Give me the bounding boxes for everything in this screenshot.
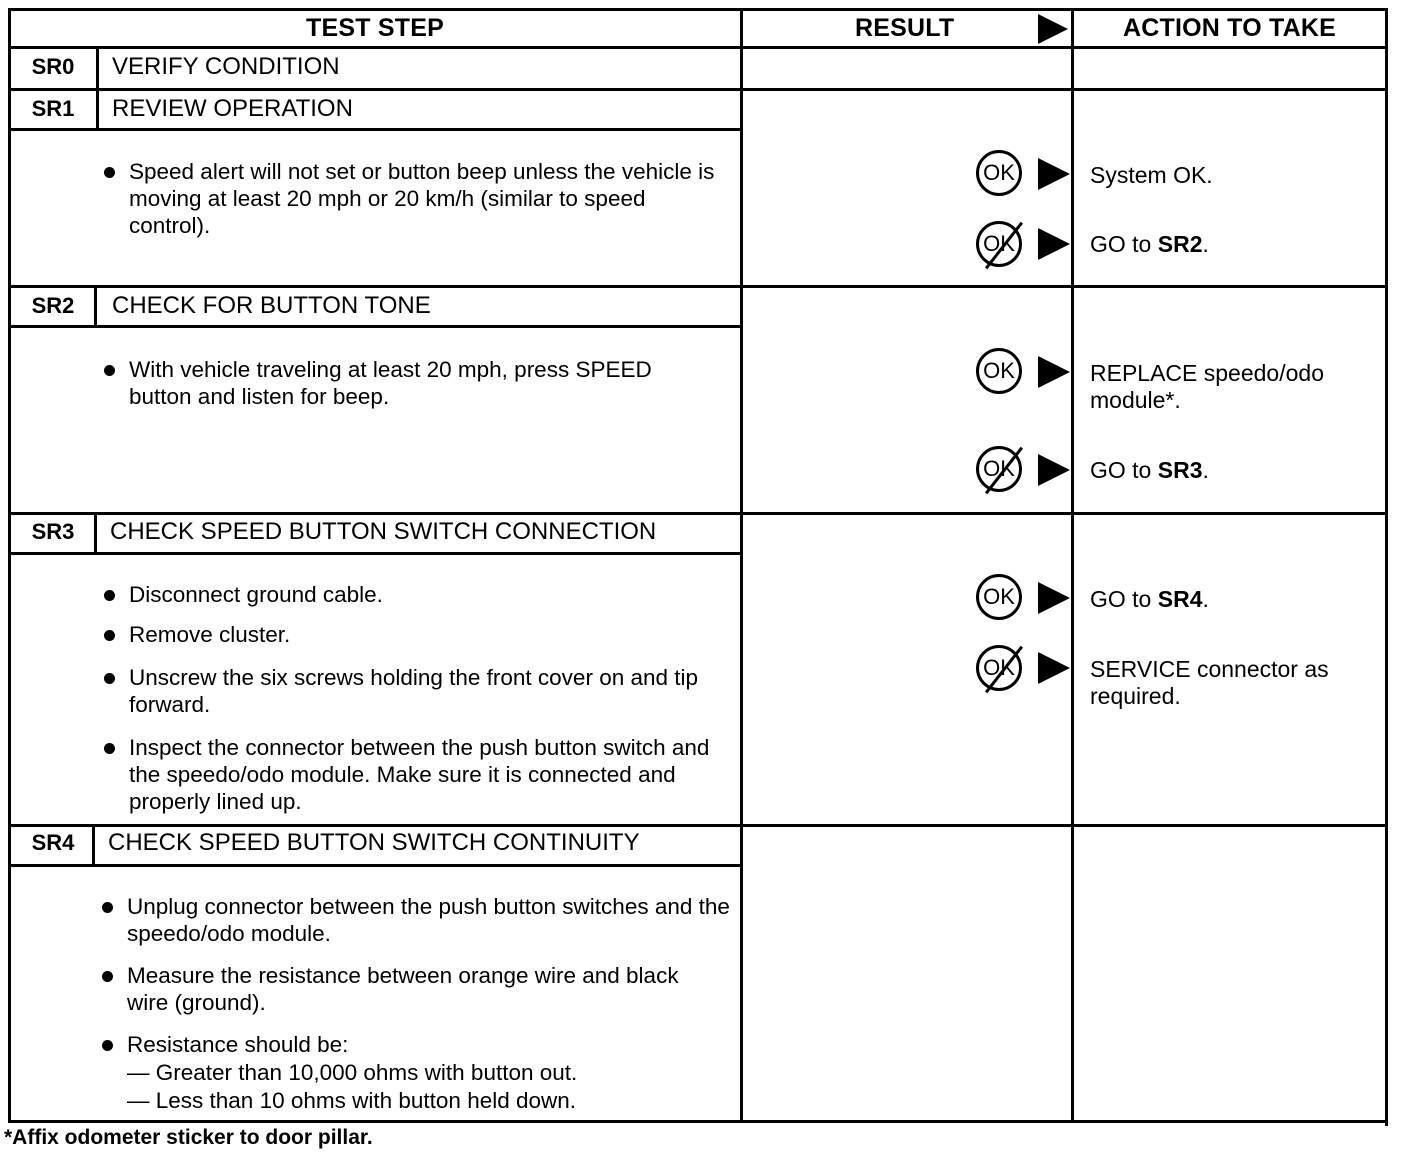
- arrow-right-icon: [1038, 652, 1070, 684]
- bullet-dot-icon: [102, 902, 113, 913]
- bullet-dot-icon: [104, 630, 115, 641]
- step-title-sr1: REVIEW OPERATION: [112, 95, 353, 122]
- arrow-right-icon: [1038, 454, 1070, 486]
- code-divider-sr3: [94, 512, 97, 554]
- title-underline-sr3: [8, 552, 743, 555]
- bullet-text: Disconnect ground cable.: [129, 582, 383, 607]
- step-code-sr3: SR3: [31, 519, 75, 544]
- bullet-text: Inspect the connector between the push button switch and the speedo/odo module. Make sure it is connected and properly lined up.: [129, 735, 710, 814]
- action-sr1-ok: System OK.: [1090, 162, 1213, 188]
- frame-bottom: [8, 1120, 1388, 1123]
- ok-icon: OK: [976, 574, 1022, 620]
- header-result: RESULT: [855, 13, 955, 42]
- code-divider-sr0: [96, 46, 99, 90]
- ok-icon: OK: [976, 150, 1022, 196]
- title-underline-sr4: [8, 864, 743, 867]
- bullet-dot-icon: [104, 167, 115, 178]
- bullet-text: Resistance should be:: [127, 1032, 349, 1057]
- bullet-dot-icon: [102, 971, 113, 982]
- code-divider-sr4: [92, 824, 95, 866]
- col-divider-action: [1071, 8, 1074, 1122]
- bullet-dot-icon: [104, 743, 115, 754]
- header-arrow-icon: [1038, 14, 1068, 44]
- step-title-sr3: CHECK SPEED BUTTON SWITCH CONNECTION: [110, 518, 657, 545]
- header-test-step: TEST STEP: [306, 13, 444, 42]
- bullet-text: Unscrew the six screws holding the front cover on and tip forward.: [129, 665, 699, 717]
- arrow-right-icon: [1038, 582, 1070, 614]
- ok-icon: OK: [976, 348, 1022, 394]
- arrow-right-icon: [1038, 158, 1070, 190]
- bullet-dot-icon: [104, 590, 115, 601]
- step-code-sr1: SR1: [31, 96, 75, 121]
- frame-left: [8, 8, 11, 1122]
- col-divider-result: [740, 8, 743, 1122]
- arrow-right-icon: [1038, 356, 1070, 388]
- bullet-dot-icon: [104, 365, 115, 376]
- step-title-sr4: CHECK SPEED BUTTON SWITCH CONTINUITY: [108, 829, 640, 856]
- bullet-text: Measure the resistance between orange wire and black wire (ground).: [127, 963, 679, 1015]
- action-sr3-ok: GO to SR4.: [1090, 586, 1209, 612]
- header-action: ACTION TO TAKE: [1123, 13, 1336, 42]
- title-underline-sr1: [8, 128, 743, 131]
- action-sr3-notok: SERVICE connector as required.: [1090, 656, 1329, 709]
- bullet-text: Speed alert will not set or button beep unless the vehicle is moving at least 20 mph or 20 km/h (similar to speed control).: [129, 159, 715, 238]
- not-ok-icon: OK: [976, 446, 1022, 492]
- step-title-sr2: CHECK FOR BUTTON TONE: [112, 292, 431, 319]
- footnote: *Affix odometer sticker to door pillar.: [4, 1126, 373, 1149]
- action-sr1-notok: GO to SR2.: [1090, 231, 1209, 257]
- sub-bullet-text: — Less than 10 ohms with button held down.: [127, 1088, 577, 1113]
- arrow-right-icon: [1038, 228, 1070, 260]
- step-code-sr2: SR2: [31, 293, 75, 318]
- action-sr2-ok: REPLACE speedo/odo module*.: [1090, 360, 1324, 413]
- bullet-dot-icon: [104, 673, 115, 684]
- step-code-sr0: SR0: [31, 54, 75, 79]
- bullet-text: Unplug connector between the push button switches and the speedo/odo module.: [127, 894, 730, 946]
- code-divider-sr2: [94, 285, 97, 327]
- bullet-text: Remove cluster.: [129, 622, 291, 647]
- frame-right: [1385, 8, 1388, 1126]
- code-divider-sr1: [96, 88, 99, 130]
- not-ok-icon: OK: [976, 645, 1022, 691]
- action-sr2-notok: GO to SR3.: [1090, 457, 1209, 483]
- step-title-sr0: VERIFY CONDITION: [112, 53, 340, 80]
- step-code-sr4: SR4: [31, 830, 75, 855]
- bullet-text: With vehicle traveling at least 20 mph, press SPEED button and listen for beep.: [129, 357, 652, 409]
- bullet-dot-icon: [102, 1040, 113, 1051]
- title-underline-sr2: [8, 325, 743, 328]
- not-ok-icon: OK: [976, 221, 1022, 267]
- sub-bullet-text: — Greater than 10,000 ohms with button out.: [127, 1060, 578, 1085]
